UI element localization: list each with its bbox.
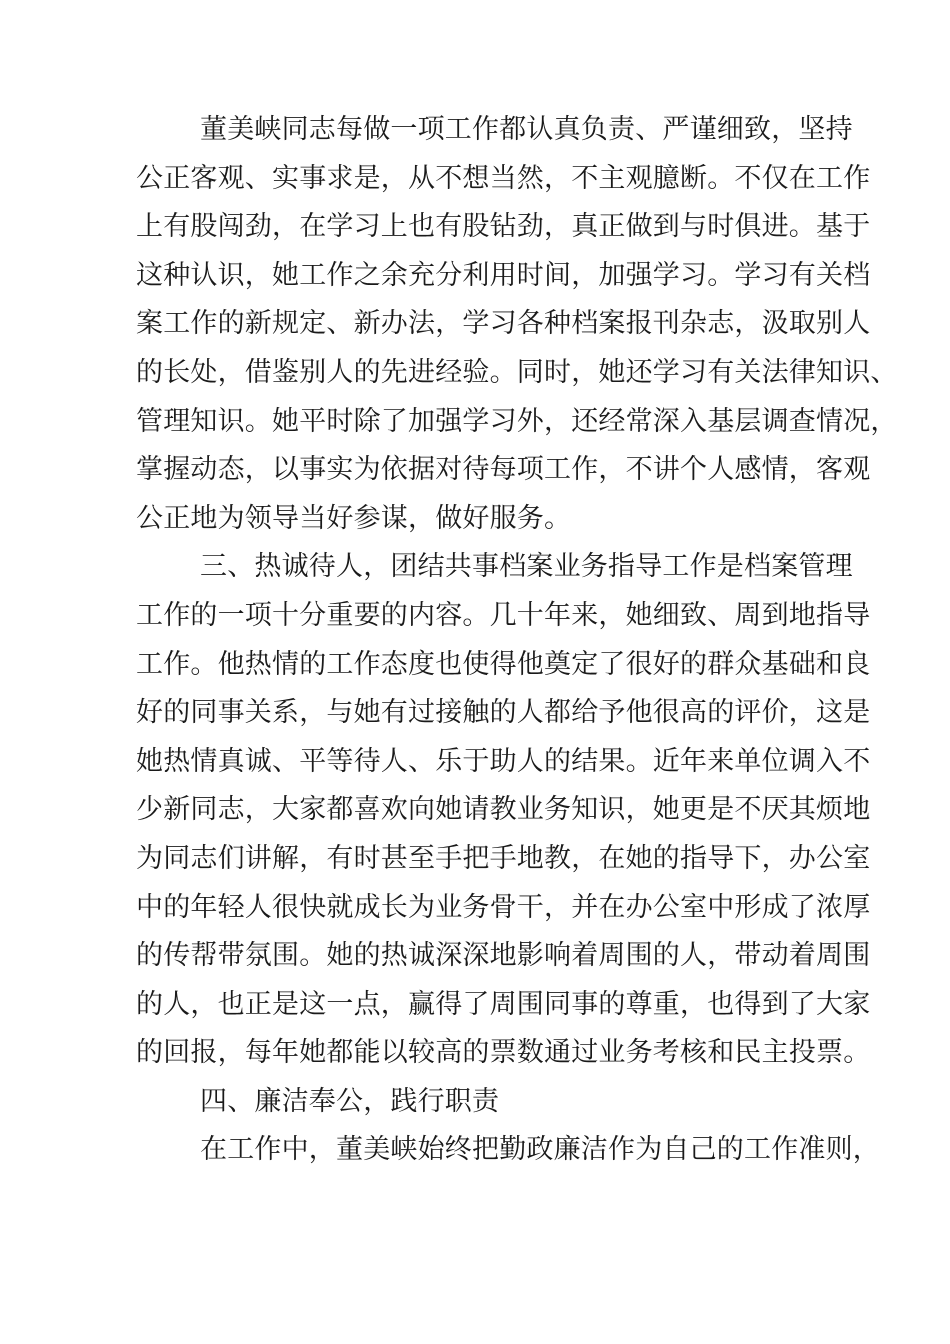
section-heading-line: 三、热诚待人，团结共事档案业务指导工作是档案管理: [200, 551, 853, 583]
text-line: 工作。他热情的工作态度也使得他奠定了很好的群众基础和良: [136, 648, 871, 680]
text-line: 掌握动态，以事实为依据对待每项工作，不讲个人感情，客观: [136, 454, 871, 486]
text-line: 管理知识。她平时除了加强学习外，还经常深入基层调查情况，: [136, 405, 898, 437]
text-line: 的长处，借鉴别人的先进经验。同时，她还学习有关法律知识、: [136, 356, 898, 388]
text-line: 案工作的新规定、新办法，学习各种档案报刊杂志，汲取别人: [136, 308, 871, 340]
document-body: [136, 106, 898, 1175]
text-line: 公正地为领导当好参谋，做好服务。: [136, 502, 572, 534]
text-line: 好的同事关系，与她有过接触的人都给予他很高的评价，这是: [136, 697, 871, 729]
text-line: 少新同志，大家都喜欢向她请教业务知识，她更是不厌其烦地: [136, 794, 871, 826]
text-line: 为同志们讲解，有时甚至手把手地教，在她的指导下，办公室: [136, 842, 871, 874]
text-line: 工作的一项十分重要的内容。几十年来，她细致、周到地指导: [136, 599, 871, 631]
text-line: 这种认识，她工作之余充分利用时间，加强学习。学习有关档: [136, 259, 871, 291]
text-line: 公正客观、实事求是，从不想当然，不主观臆断。不仅在工作: [136, 162, 871, 194]
text-line: 的回报，每年她都能以较高的票数通过业务考核和民主投票。: [136, 1037, 871, 1069]
text-line: 她热情真诚、平等待人、乐于助人的结果。近年来单位调入不: [136, 745, 871, 777]
text-line: 中的年轻人很快就成长为业务骨干，并在办公室中形成了浓厚: [136, 891, 871, 923]
text-line: 的传帮带氛围。她的热诚深深地影响着周围的人，带动着周围: [136, 940, 871, 972]
text-line: 上有股闯劲，在学习上也有股钻劲，真正做到与时俱进。基于: [136, 211, 871, 243]
text-line: 董美峡同志每做一项工作都认真负责、严谨细致，坚持: [200, 114, 853, 145]
text-line: 在工作中，董美峡始终把勤政廉洁作为自己的工作准则，: [200, 1134, 880, 1166]
text-line: 的人，也正是这一点，赢得了周围同事的尊重，也得到了大家: [136, 988, 871, 1020]
section-heading: 四、廉洁奉公，践行职责: [200, 1085, 500, 1117]
